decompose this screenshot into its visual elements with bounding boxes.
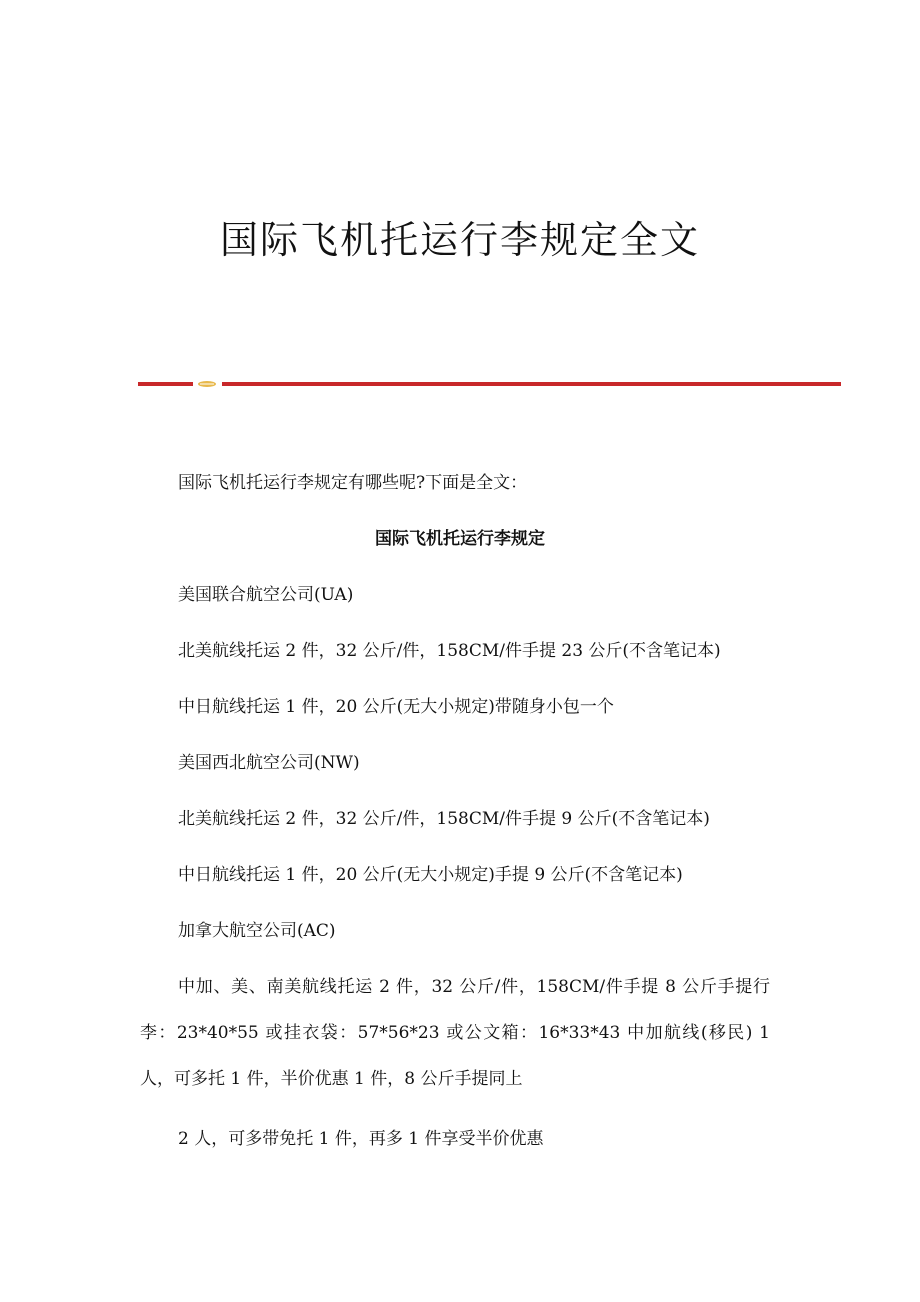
ua-north-america-rule: 北美航线托运 2 件，32 公斤/件，158CM/件手提 23 公斤(不含笔记本) bbox=[178, 641, 721, 661]
divider-bar-right bbox=[222, 382, 841, 386]
airline-united-heading: 美国联合航空公司(UA) bbox=[178, 585, 354, 605]
divider-bar-left bbox=[138, 382, 193, 386]
airline-northwest-heading: 美国西北航空公司(NW) bbox=[178, 753, 360, 773]
document-title: 国际飞机托运行李规定全文 bbox=[219, 218, 700, 262]
section-subheading: 国际飞机托运行李规定 bbox=[375, 529, 545, 549]
ua-china-japan-rule: 中日航线托运 1 件，20 公斤(无大小规定)带随身小包一个 bbox=[178, 697, 614, 717]
divider-ornament-icon bbox=[197, 380, 217, 388]
title-divider bbox=[138, 380, 841, 388]
airline-air-canada-heading: 加拿大航空公司(AC) bbox=[178, 921, 336, 941]
nw-north-america-rule: 北美航线托运 2 件，32 公斤/件，158CM/件手提 9 公斤(不含笔记本) bbox=[178, 809, 710, 829]
nw-china-japan-rule: 中日航线托运 1 件，20 公斤(无大小规定)手提 9 公斤(不含笔记本) bbox=[178, 865, 683, 885]
ac-rules-paragraph: 中加、美、南美航线托运 2 件，32 公斤/件，158CM/件手提 8 公斤手提行李：23*40*55 或挂衣袋：57*56*23 或公文箱：16*33*43 中加航线(移民) 1 人，可多托 1 件，半价优惠 1 件，8 公斤手提同上 bbox=[140, 977, 770, 1089]
ac-two-person-rule: 2 人，可多带免托 1 件，再多 1 件享受半价优惠 bbox=[178, 1129, 544, 1149]
intro-paragraph: 国际飞机托运行李规定有哪些呢?下面是全文： bbox=[178, 473, 528, 493]
